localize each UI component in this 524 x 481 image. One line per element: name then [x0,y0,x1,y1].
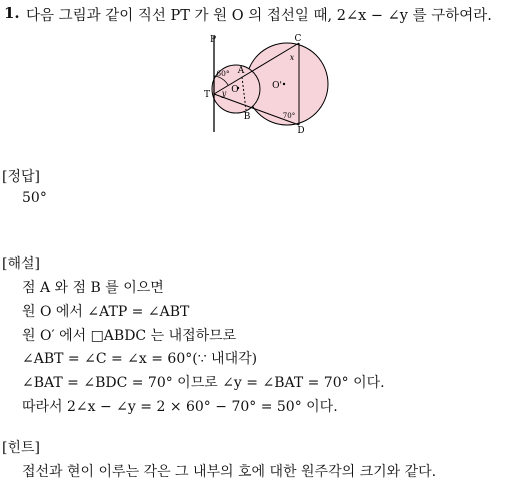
center-o-prime-dot [283,83,285,85]
label-y: y [221,89,227,98]
label-x: x [289,53,295,62]
label-t: T [203,90,211,100]
explanation-header: [해설] [2,256,40,272]
explanation-line: 원 O′ 에서 □ABDC 는 내접하므로 [22,328,237,344]
label-b: B [243,112,251,122]
explanation-line: ∠BAT = ∠BDC = 70° 이므로 ∠y = ∠BAT = 70° 이다. [22,375,385,391]
hint-header: [힌트] [2,440,40,456]
explanation-line: 원 O 에서 ∠ATP = ∠ABT [22,304,190,320]
label-angle-70: 70° [282,112,296,120]
label-c: C [294,34,302,44]
answer-header: [정답] [2,169,40,185]
answer-value: 50° [22,190,47,206]
hint-text: 접선과 현이 이루는 각은 그 내부의 호에 대한 원주각의 크기와 같다. [22,464,437,480]
label-p: P [209,35,217,45]
geometry-figure [200,32,340,142]
explanation-line: 점 A 와 점 B 를 이으면 [22,280,164,296]
explanation-line: ∠ABT = ∠C = ∠x = 60°(∵ 내대각) [22,351,258,367]
label-d: D [297,126,305,136]
label-angle-60: 60° [216,69,230,78]
question-number: 1. [4,4,20,22]
label-a: A [237,66,245,76]
explanation-line: 따라서 2∠x − ∠y = 2 × 60° − 70° = 50° 이다. [22,399,338,415]
label-o: O [231,85,239,95]
question-text: 다음 그림과 같이 직선 PT 가 원 O 의 접선일 때, 2∠x − ∠y 를 구하여라. [26,8,492,24]
label-o-prime: O' [272,81,282,91]
